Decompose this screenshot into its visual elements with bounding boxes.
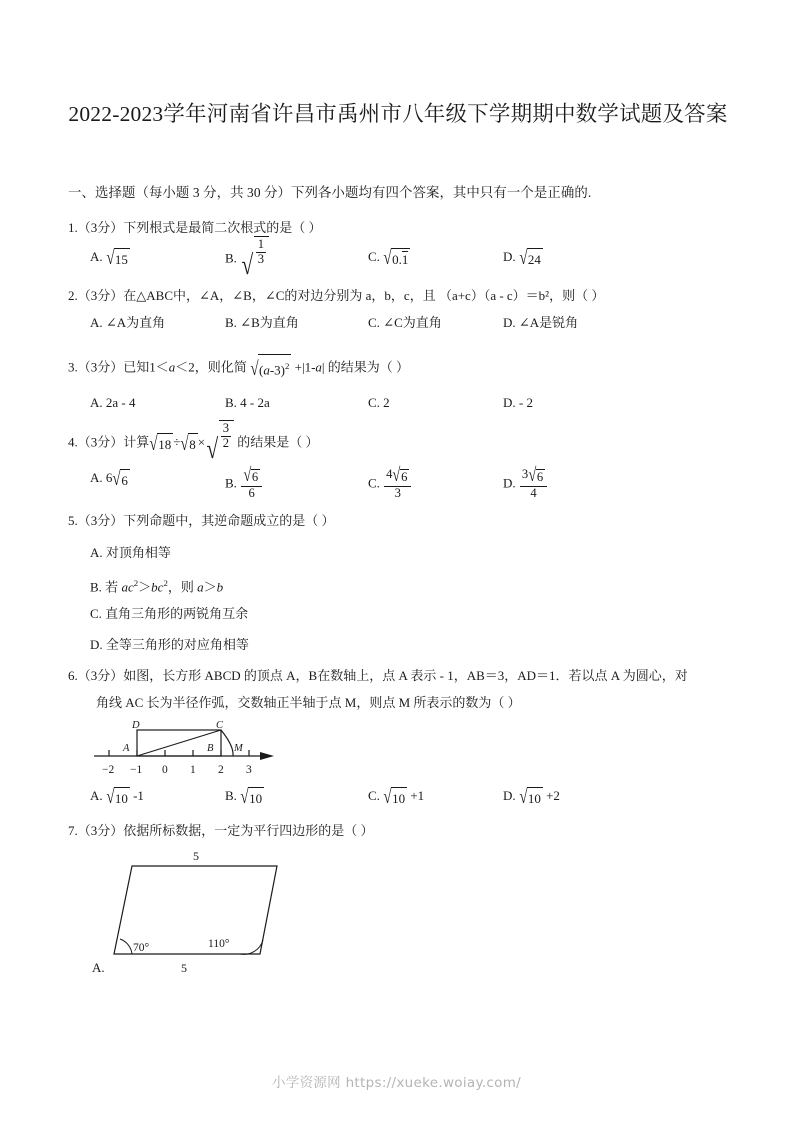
option-text: ∠C为直角 [383,315,442,330]
option-text: 2a - 4 [105,395,136,410]
q3-option-a[interactable] [90,393,136,413]
question-6-stem-line1: 6.（3分）如图，长方形 ABCD 的顶点 A，B在数轴上，点 A 表示 - 1，AB＝3，AD＝1．若以点 A 为圆心，对 [68,668,688,683]
radical-point-one-repeating: √0.1 [383,247,409,270]
radical-one-third: √ $\frac{1}{3}$ [240,247,269,277]
q1-option-c[interactable] [368,247,410,271]
q7-marks: （3分） [77,823,124,838]
q6-text-1: 如图，长方形 ABCD 的顶点 A，B在数轴上，点 A 表示 - 1，AB＝3，AD＝1．若以点 A 为圆心，对 [123,668,688,683]
q1-option-a[interactable] [90,247,130,271]
question-7-stem: 7.（3分）依据所标数据，一定为平行四边形的是（ ） [68,823,374,838]
arc-c-to-m [221,730,233,756]
option-letter: D. [503,249,516,264]
q3-option-b[interactable] [225,393,270,413]
q4-suffix: 的结果是（ ） [234,434,319,450]
question-6-stem-line2 [96,693,521,713]
option-letter: A. [90,788,103,803]
q4-option-b[interactable] [225,465,263,501]
option-text: ∠A是锐角 [518,315,579,330]
option-letter: D. [503,315,516,330]
question-3-options [68,393,748,413]
option-letter: C. [368,475,380,491]
option-letter: A. [90,470,103,485]
option-letter: D. [503,395,516,410]
q7-option-a-letter[interactable]: A. [92,960,105,975]
fraction-4root6-over-3: $\frac{4√6}{3}$ [384,468,411,501]
q5-option-c[interactable] [90,601,248,627]
question-2-options [68,313,748,333]
q2-option-d[interactable] [503,313,578,333]
question-4-stem: 4.（3分）计算√18 ÷√8 ×√ $\frac{3}{2}$ 的结果是（ ） [68,421,319,465]
option-letter: D. [503,788,516,803]
q4-number: 4 [68,434,75,450]
label-B: B [207,743,214,754]
q5-option-a[interactable] [90,540,171,566]
parallelogram-svg [92,846,292,976]
q2-number: 2 [68,288,75,303]
q2-option-c[interactable] [368,313,442,333]
tick-label-4: 2 [218,764,224,776]
q6-option-d[interactable]: D. √10 +2 [503,786,560,809]
q7-parallelogram-figure [92,846,292,976]
option-letter: B. [90,579,102,595]
question-6-options [68,786,748,809]
q4-option-d[interactable] [503,465,548,501]
q2-text: 在△ABC中，∠A，∠B，∠C的对边分别为 a，b，c，且 （a+c）（a - c）＝b²，则（ ） [123,288,605,303]
q6-marks: （3分） [77,668,124,683]
option-letter: B. [225,475,237,491]
q5-number: 5 [68,513,75,528]
label-C: C [216,720,224,731]
q7-number: 7 [68,823,75,838]
option-text: 4 - 2a [240,395,270,410]
question-1-stem: 1.（3分）下列根式是最简二次根式的是（ ） [68,220,322,235]
option-letter: A. [90,545,103,560]
q4-div: ÷ [173,434,181,450]
option-text: ∠A为直角 [105,315,166,330]
radical-8: √8 [180,432,196,455]
q6-option-b[interactable] [225,786,264,810]
parallelogram-shape [114,866,277,954]
footer-watermark: 小学资源网 https://xueke.woiay.com/ [271,1075,522,1091]
option-letter: C. [368,788,380,803]
q3-suffix: +|1-a| 的结果为（ ） [291,359,410,375]
label-A: A [123,743,130,754]
option-letter: D. [503,475,516,491]
tick-label-3: 1 [190,764,196,776]
q3-number: 3 [68,359,75,375]
radical-24: √24 [519,247,541,270]
option-letter: C. [368,249,380,264]
option-text: - 2 [518,395,533,410]
q6-number: 6 [68,668,75,683]
angle-arc-bottom-left [120,939,132,954]
q3-prefix: 已知1＜a＜2，则化简 [123,359,251,375]
q5-text: 下列命题中，其逆命题成立的是（ ） [123,513,335,528]
option-text: 对顶角相等 [105,545,171,560]
tick-label-1: −1 [130,764,143,776]
tick-label-2: 0 [162,764,168,776]
fraction-3root6-over-4: $\frac{3√6}{4}$ [520,468,547,501]
option-letter: B. [225,788,237,803]
option-letter: D. [90,637,103,652]
q4-option-c[interactable] [368,465,412,501]
option-letter: B. [225,315,237,330]
radical-10: √10 [383,786,406,809]
question-2-stem: 2.（3分）在△ABC中，∠A，∠B，∠C的对边分别为 a，b，c，且 （a+c）（a - c）＝b²，则（ ） [68,288,605,303]
axis-arrow [260,752,274,760]
q4-marks: （3分） [77,434,124,450]
q5-option-b[interactable]: B. 若 $ac^2>bc^2$，则 a＞b [90,578,224,595]
radical-three-halves: √ $\frac{3}{2}$ [205,431,234,461]
label-M: M [234,743,243,754]
number-line-svg [92,716,282,778]
angle-arc-bottom-right [240,940,263,954]
q7-text: 依据所标数据，一定为平行四边形的是（ ） [123,823,374,838]
question-5-stem: 5.（3分）下列命题中，其逆命题成立的是（ ） [68,513,335,528]
top-side-label: 5 [193,849,199,863]
radical-a-minus-3-squared: $√(a-3)^2$ [250,355,291,381]
label-D: D [132,720,140,731]
radical-18: √18 [149,432,172,455]
q2-option-a[interactable] [90,313,165,333]
question-3-stem: 3.（3分）已知1＜a＜2，则化简 $√(a-3)^2 +|1-a|$ 的结果为（ ） [68,355,409,381]
option-text: 2 [383,395,390,410]
q1-option-d[interactable] [503,247,543,271]
q4-option-a[interactable]: A. 6√6 [90,468,128,491]
option-letter: C. [368,315,380,330]
bottom-side-label: 5 [181,961,187,975]
q6-text-2: 角线 AC 长为半径作弧，交数轴正半轴于点 M，则点 M 所表示的数为（ ） [96,695,521,710]
q4-prefix: 计算 [123,434,150,450]
option-text: 直角三角形的两锐角互余 [105,606,249,621]
option-text: ∠B为直角 [240,315,299,330]
angle-label-bottom-left: 70° [133,942,150,954]
option-letter: A. [90,249,103,264]
radical-10: √10 [240,786,263,809]
radical-10: √10 [519,786,541,809]
radical-6: √6 [112,468,128,491]
q1-marks: （3分） [77,220,124,235]
tick-label-0: −2 [102,764,115,776]
option-letter: C. [368,395,380,410]
q1-text: 下列根式是最简二次根式的是（ ） [123,220,322,235]
q6-number-line-figure [92,716,282,778]
q2-option-b[interactable] [225,313,299,333]
option-letter: B. [225,395,237,410]
radical-15: √15 [106,247,128,270]
q1-number: 1 [68,220,75,235]
q3-option-d[interactable] [503,393,533,413]
question-4-options [68,465,748,506]
q4-mul: × [197,434,206,450]
q3-marks: （3分） [77,359,124,375]
option-text: 全等三角形的对应角相等 [105,637,249,652]
question-1-options [68,237,748,285]
q6-option-c[interactable]: C. √10 +1 [368,786,425,809]
option-letter: B. [225,250,237,266]
q5-marks: （3分） [77,513,124,528]
radical-10: √10 [106,786,128,809]
option-letter: A. [90,395,103,410]
page-title: 2022-2023学年河南省许昌市禹州市八年级下学期期中数学试题及答案 [68,102,728,126]
angle-label-bottom-right: 110° [208,938,230,950]
option-letter: C. [90,606,102,621]
q1-option-b[interactable] [225,237,269,281]
q2-marks: （3分） [77,288,124,303]
fraction-root6-over-6: $\frac{√6}{6}$ [241,468,262,501]
tick-label-5: 3 [246,764,252,776]
q5-option-d[interactable] [90,632,249,658]
option-letter: A. [90,315,103,330]
q6-option-a[interactable]: A. √10 -1 [90,786,144,809]
q3-option-c[interactable] [368,393,390,413]
section-heading: 一、选择题（每小题 3 分，共 30 分）下列各小题均有四个答案，其中只有一个是正确的. [68,185,592,200]
